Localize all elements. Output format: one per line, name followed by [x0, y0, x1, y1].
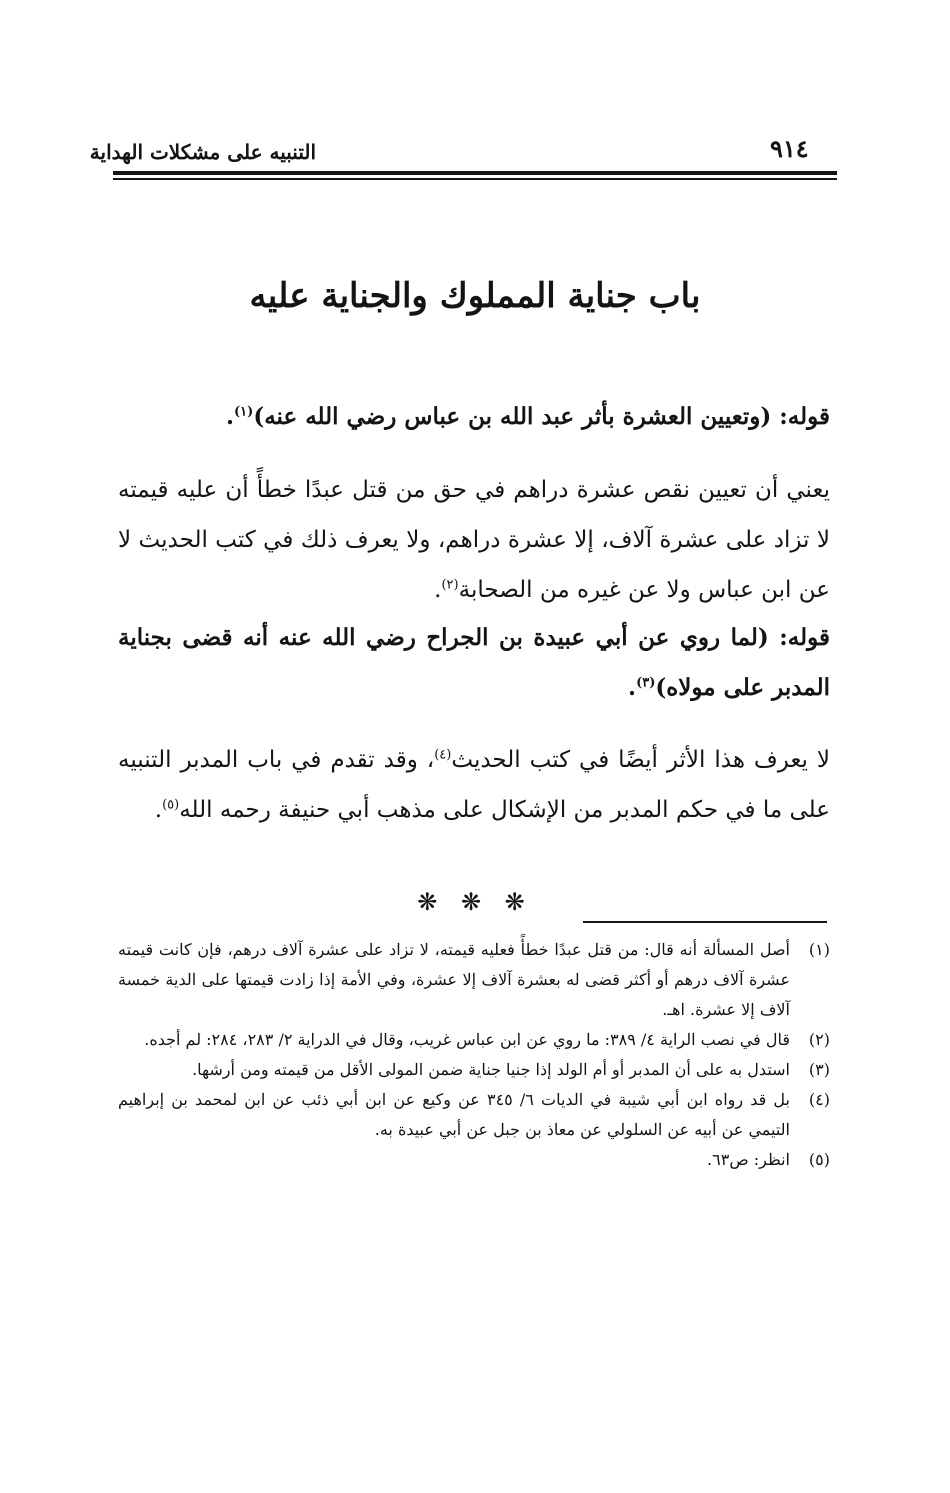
quote-paragraph-2 — [118, 613, 830, 713]
chapter-title: باب جناية المملوك والجناية عليه — [249, 276, 701, 316]
running-title: التنبيه على مشكلات الهداية — [89, 140, 316, 164]
footnote-item — [118, 1025, 830, 1055]
footnote-number: (٢) — [808, 1030, 830, 1049]
footnote-item — [118, 1055, 830, 1085]
quote-text: قوله: (وتعيين العشرة بأثر عبد الله بن عباس رضي الله عنه) — [253, 403, 830, 430]
footnote-ref: (٣) — [636, 675, 656, 691]
footnote-number: (٣) — [808, 1060, 830, 1079]
section-separator: ❋ ❋ ❋ — [417, 888, 533, 916]
footnote-ref: (٥) — [162, 797, 180, 813]
footnotes — [118, 935, 830, 1175]
commentary-paragraph-1 — [118, 465, 830, 615]
footnote-text: استدل به على أن المدبر أو أم الولد إذا جنيا جناية ضمن المولى الأقل من قيمته ومن أرشها. — [192, 1060, 790, 1079]
footnote-number: (٥) — [808, 1150, 830, 1169]
footnote-item — [118, 1085, 830, 1145]
footnote-text: انظر: ص٦٣. — [707, 1150, 790, 1169]
punct: . — [226, 403, 235, 430]
footnote-text: أصل المسألة أنه قال: من قتل عبدًا خطأً فعليه قيمته، لا تزاد على عشرة آلاف درهم، فإن كانت قيمته عشرة آلاف درهم أو أكثر قضى له بعشرة آلاف إلا عشرة، وفي الأمة إذا زادت قيمتها على الدية خمسة آلاف إلا عشرة. اهـ. — [118, 940, 790, 1019]
page-number: ٩١٤ — [770, 134, 809, 163]
footnote-number: (١) — [808, 940, 830, 959]
footnote-text: قال في نصب الراية ٤/ ٣٨٩: ما روي عن ابن عباس غريب، وقال في الدراية ٢/ ٢٨٣، ٢٨٤: لم أجده. — [144, 1030, 790, 1049]
punct: . — [434, 577, 442, 603]
header-rule-thin — [113, 178, 837, 180]
footnote-rule — [583, 921, 827, 923]
footnote-number: (٤) — [808, 1090, 830, 1109]
punct: . — [154, 797, 163, 823]
footnote-ref: (٢) — [441, 577, 459, 593]
quote-paragraph-1 — [118, 392, 830, 442]
quote-text: قوله: (لما روي عن أبي عبيدة بن الجراح رضي الله عنه أنه قضى بجناية المدبر على مولاه) — [118, 624, 830, 701]
footnote-ref: (٤) — [434, 747, 452, 763]
footnote-item — [118, 1145, 830, 1175]
commentary-text: ، وقد تقدم في باب المدبر التنبيه على ما في حكم المدبر من الإشكال على مذهب أبي حنيفة رحمه الله — [118, 747, 830, 823]
commentary-text: يعني أن تعيين نقص عشرة دراهم في حق من قتل عبدًا خطأً أن عليه قيمته لا تزاد على عشرة آلاف، إلا عشرة دراهم، ولا يعرف ذلك في كتب الحديث لا عن ابن عباس ولا عن غيره من الصحابة — [118, 477, 830, 603]
header-rule-thick — [113, 171, 837, 175]
punct: . — [628, 674, 637, 701]
commentary-paragraph-2 — [118, 735, 830, 835]
footnote-ref: (١) — [234, 404, 254, 420]
footnote-item — [118, 935, 830, 1025]
footnote-text: بل قد رواه ابن أبي شيبة في الديات ٦/ ٣٤٥ عن وكيع عن ابن أبي ذئب عن ابن لمحمد بن إبراهيم التيمي عن أبيه عن السلولي عن معاذ بن جبل عن أبي عبيدة به. — [118, 1090, 790, 1139]
commentary-text: لا يعرف هذا الأثر أيضًا في كتب الحديث — [451, 747, 831, 773]
